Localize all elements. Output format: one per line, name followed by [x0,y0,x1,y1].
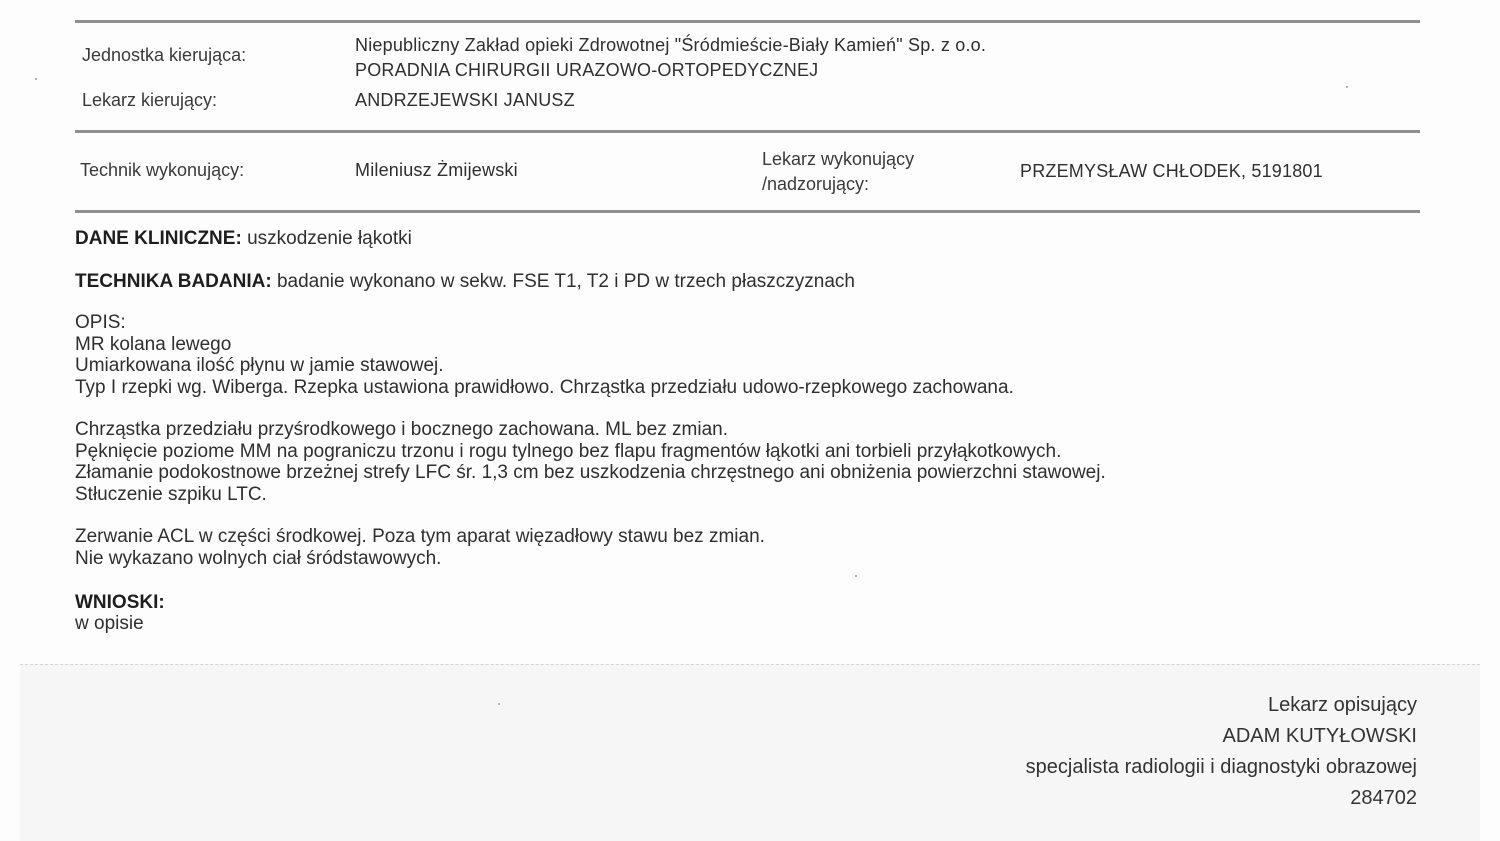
exam-technique [75,271,855,293]
divider-bottom [75,210,1420,213]
supervising-doctor-name: PRZEMYSŁAW CHŁODEK, 5191801 [1020,161,1323,181]
supervising-doctor-label-2: /nadzorujący: [762,174,870,194]
signature-role: Lekarz opisujący [1268,694,1417,716]
description-spacer [75,505,1405,526]
supervising-doctor-label: Lekarz wykonujący [762,149,915,169]
signature-block [817,690,1417,814]
description-line: MR kolana lewego [75,333,232,355]
description-line: Pęknięcie poziome MM na pograniczu trzonu i rogu tylnego bez flapu fragmentów łąkotki ani torbieli przyłąkotkowych. [75,440,1062,462]
description-heading: OPIS: [75,312,126,333]
description-line: Nie wykazano wolnych ciał śródstawowych. [75,547,442,569]
description-line: Stłuczenie szpiku LTC. [75,483,267,505]
divider-middle [75,130,1420,133]
description-line: Chrząstka przedziału przyśrodkowego i bocznego zachowana. ML bez zmian. [75,419,729,440]
scan-speck [35,78,37,80]
scan-speck [855,575,857,577]
description-spacer [75,398,1405,419]
description-section [75,312,1405,569]
referring-unit-label: Jednostka kierująca: [82,45,247,65]
conclusions-section [75,592,165,634]
technician-label: Technik wykonujący: [80,160,245,180]
clinical-data-text: uszkodzenie łąkotki [247,228,412,249]
referring-doctor-name: ANDRZEJEWSKI JANUSZ [355,90,575,110]
signature-number: 284702 [1350,787,1417,809]
signature-name: ADAM KUTYŁOWSKI [1222,725,1417,747]
referring-unit-name: Niepubliczny Zakład opieki Zdrowotnej "Śródmieście-Biały Kamień" Sp. z o.o. [355,35,987,55]
description-line: Złamanie podokostnowe brzeżnej strefy LFC śr. 1,3 cm bez uszkodzenia chrzęstnego ani obniżenia powierzchni stawowej. [75,462,1106,483]
technician-name: Mileniusz Żmijewski [355,160,518,180]
scan-speck [1346,86,1348,88]
exam-technique-label: TECHNIKA BADANIA: [75,271,272,292]
referring-unit-department: PORADNIA CHIRURGII URAZOWO-ORTOPEDYCZNEJ [355,60,819,80]
divider-top [75,20,1420,23]
clinical-data-label: DANE KLINICZNE: [75,228,242,249]
conclusions-heading: WNIOSKI: [75,592,165,613]
conclusions-text: w opisie [75,613,144,634]
exam-technique-text: badanie wykonano w sekw. FSE T1, T2 i PD w trzech płaszczyznach [276,271,855,292]
signature-specialty: specjalista radiologii i diagnostyki obrazowej [1025,756,1417,778]
description-line: Typ I rzepki wg. Wiberga. Rzepka ustawiona prawidłowo. Chrząstka przedziału udowo-rzepkowego zachowana. [75,376,1014,398]
referring-doctor-label: Lekarz kierujący: [82,90,218,110]
scan-speck [498,703,500,705]
description-line: Zerwanie ACL w części środkowej. Poza tym aparat więzadłowy stawu bez zmian. [75,526,765,547]
description-line: Umiarkowana ilość płynu w jamie stawowej. [75,355,444,376]
clinical-data [75,228,412,250]
